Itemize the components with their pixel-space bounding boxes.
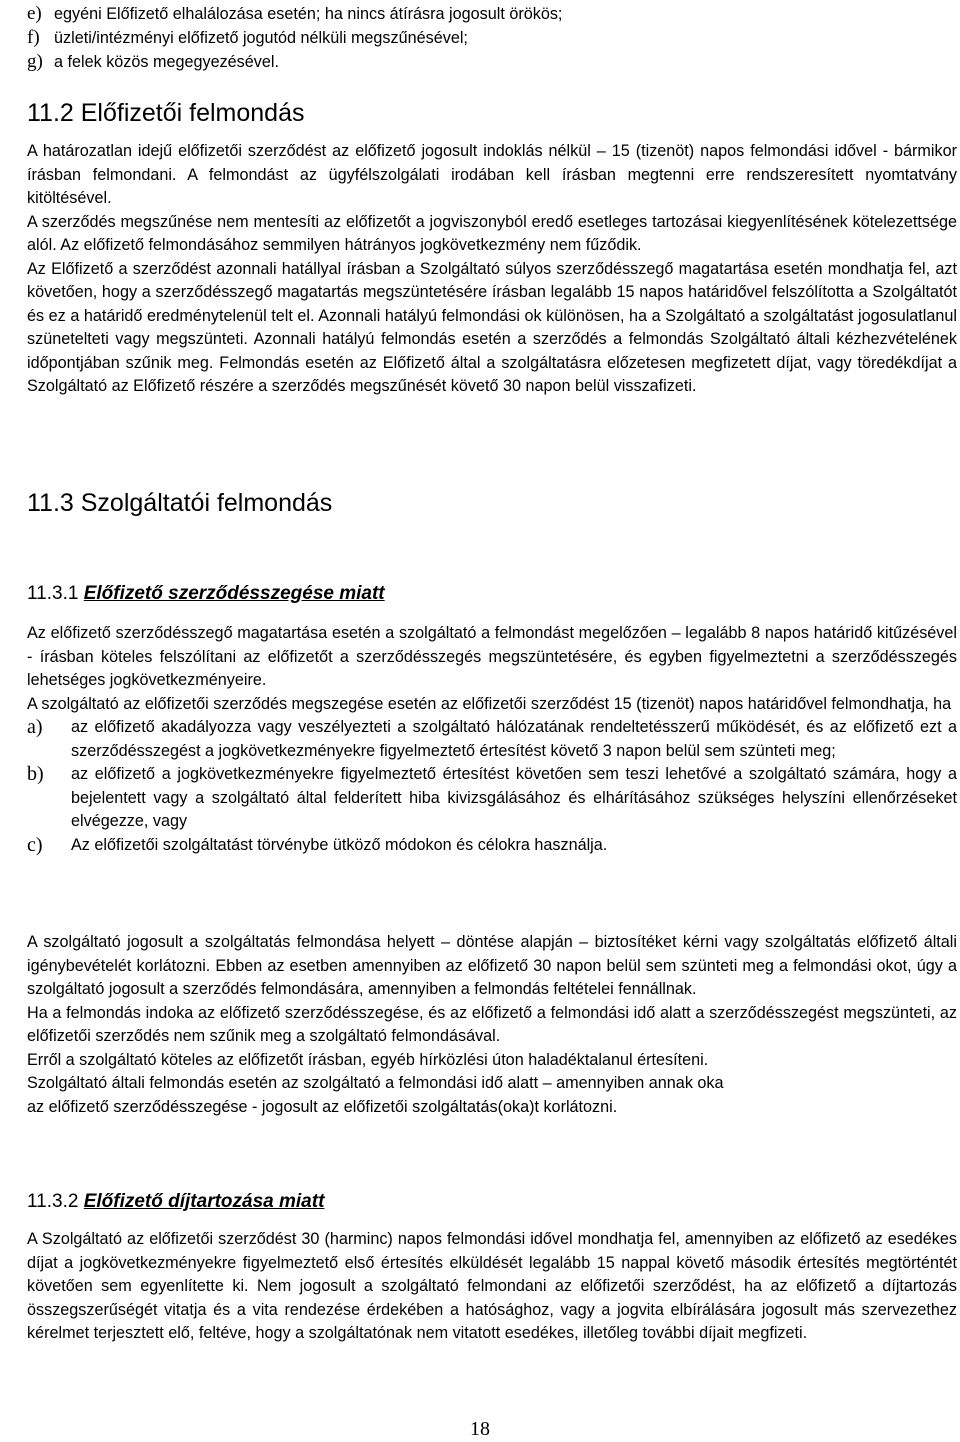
paragraph: A szerződés megszűnése nem mentesíti az előfizetőt a jogviszonyból eredő esetleges tartozásai kiegyenlítésének kötelezettsége alól. Az előfizető felmondásához semmilyen hátrányos jogkövetkezmény nem fűződik. [27,212,957,254]
paragraph: A Szolgáltató az előfizetői szerződést 30 (harminc) napos felmondási idővel mondhatja fel, amennyiben az előfizető az esedékes díjat a jogkövetkezményekre figyelmeztető első értesítés elküldését legalább 15 nappal követő második értesítés megtörténtét követően sem egyenlítette ki. Nem jogosult a szolgáltató felmondani az előfizetői szerződést, ha az előfizető a díjtartozás összegszerűségét vitatja és a vita rendezése érdekében a hatósághoz, vagy a jogvita elbírálására jogosult más szervezethez kérelmet terjesztett elő, feltéve, hogy a szolgáltatónak nem vitatott esedékes, illetőleg további díjait megfizeti. [27,1230,957,1342]
list-item [27,716,957,763]
list-item [27,50,957,74]
subsection-body-continued [27,931,957,1119]
list-item-text: az előfizető akadályozza vagy veszélyezteti a szolgáltató hálózatának rendeltetésszerű működését, és az előfizető ezt a szerződésszegést a jogkövetkezményekre figyelmeztető értesítést követő 3 napon belül sem szünteti meg; [71,718,957,760]
list-item-text: az előfizető a jogkövetkezményekre figyelmeztető értesítést követően sem teszi lehetővé a szolgáltató számára, hogy a bejelentett vagy a szolgáltató által felderített hiba kivizsgálásához és elhárításához szükséges helyszíni ellenőrzéseket elvégezze, vagy [71,765,957,830]
list-item-text: a felek közös megegyezésével. [54,53,279,71]
list-item-text: Az előfizetői szolgáltatást törvénybe ütköző módokon és célokra használja. [71,835,608,854]
list-item [27,763,957,834]
subsection-heading [27,582,957,606]
subsection-number: 11.3.1 [27,583,79,604]
paragraph: Az Előfizető a szerződést azonnali hatállyal írásban a Szolgáltató súlyos szerződésszegő magatartása esetén mondhatja fel, azt követően, hogy a szerződésszegő magatartás megszüntetésére írásban legalább 15 napos határidővel felszólította a Szolgáltatót és ez a határidő eredménytelenül telt el. Azonnali hatályú felmondási ok különösen, ha a Szolgáltató a szolgáltatást jogosulatlanul szünetelteti vagy megszünteti. Azonnali hatályú felmondás esetén a szerződés a felmondás Szolgáltató általi kézhezvételének időpontjában szűnik meg. Felmondás esetén az Előfizető által a szolgáltatásra előzetesen megfizetett díjat, vagy töredékdíjat a Szolgáltató az Előfizető részére a szerződés megszűnését követő 30 napon belül visszafizeti. [27,259,957,395]
list-item [27,834,957,858]
subsection-title: Előfizető szerződésszegése miatt [83,583,385,604]
subsection-heading [27,1190,957,1214]
section-heading: 11.2 Előfizetői felmondás [27,99,305,127]
page-number: 18 [470,1418,490,1440]
paragraph: Az előfizető szerződésszegő magatartása esetén a szolgáltató a felmondást megelőzően – legalább 8 napos határidő kitűzésével - írásban köteles felszólítani az előfizetőt a szerződésszegés megszüntetésére, és egyben figyelmeztetni a szerződésszegés lehetséges jogkövetkezményeire. [27,624,957,689]
list-marker: f) [27,27,40,48]
subsection-title: Előfizető díjtartozása miatt [83,1191,325,1212]
list-item [27,26,957,50]
paragraph: A szolgáltató az előfizetői szerződés megszegése esetén az előfizetői szerződést 15 (tizenöt) napos határidővel felmondhatja, ha [27,694,952,713]
list-item-text: üzleti/intézményi előfizető jogutód nélküli megszűnésével; [54,29,468,47]
list-marker: g) [27,51,43,72]
list-item-text: egyéni Előfizető elhalálozása esetén; ha nincs átírásra jogosult örökös; [54,5,563,23]
list-marker: e) [27,3,42,24]
paragraph: Ha a felmondás indoka az előfizető szerződésszegése, és az előfizető a felmondási idő alatt a szerződésszegést megszünteti, az előfizetői szerződés nem szűnik meg a szolgáltató felmondásával. [27,1003,957,1045]
paragraph: Erről a szolgáltató köteles az előfizetőt írásban, egyéb hírközlési úton haladéktalanul értesíteni. [27,1050,709,1069]
top-list [27,2,957,74]
subsection-number: 11.3.2 [27,1191,79,1212]
paragraph: az előfizető szerződésszegése - jogosult az előfizetői szolgáltatás(oka)t korlátozni. [27,1097,618,1116]
paragraph: Szolgáltató általi felmondás esetén az szolgáltató a felmondási idő alatt – amennyiben annak oka [27,1074,724,1092]
paragraph: A határozatlan idejű előfizetői szerződést az előfizető jogosult indoklás nélkül – 15 (tizenöt) napos felmondási idővel - bármikor írásban felmondani. A felmondást az ügyfélszolgálati irodában kell írásban megtenni erre rendszeresített nyomtatvány kitöltésével. [27,142,957,207]
section-body [27,140,957,399]
paragraph: A szolgáltató jogosult a szolgáltatás felmondása helyett – döntése alapján – biztosítéket kérni vagy szolgáltatás előfizető általi igénybevételét korlátozni. Ebben az esetben amennyiben az előfizető 30 napon belül sem szünteti meg a felmondási okot, úgy a szolgáltató jogosult a szerződés felmondására, amennyiben a felmondás feltételei fennállnak. [27,933,957,998]
subsection-body [27,1228,957,1346]
list-marker: a) [27,716,43,738]
list-marker: b) [27,763,44,785]
list-item [27,2,957,26]
list-marker: c) [27,833,43,856]
subsection-body [27,622,957,857]
section-heading: 11.3 Szolgáltatói felmondás [27,489,333,517]
